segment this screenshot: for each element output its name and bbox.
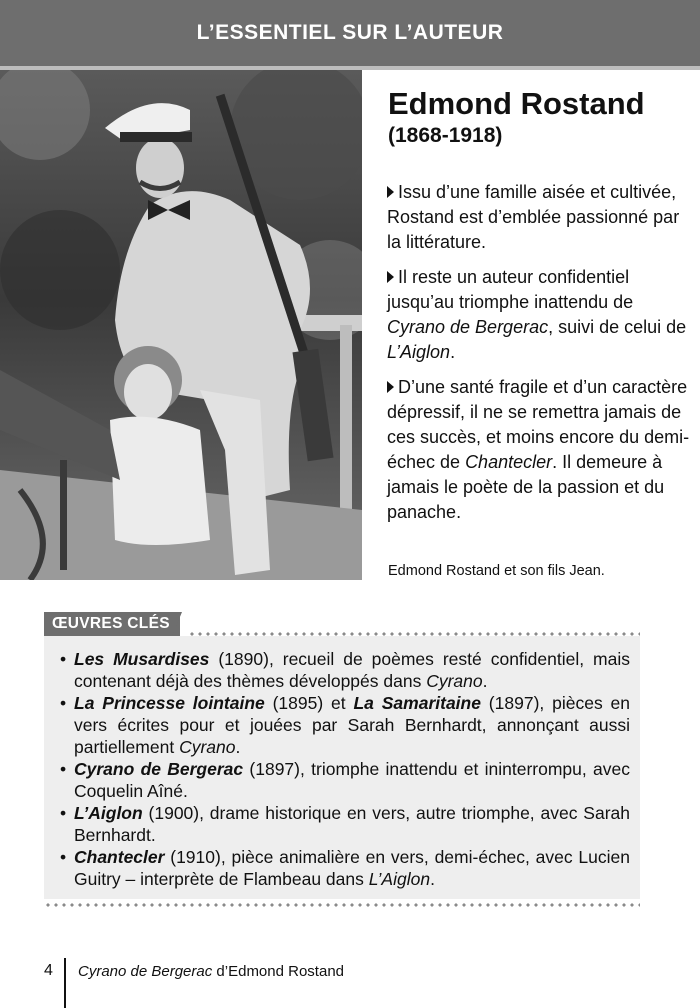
dotted-divider-bottom <box>44 903 640 907</box>
list-item: • La Princesse lointaine (1895) et La Samaritaine (1897), pièces en vers écrites pour et jouées par Sarah Bernhardt, annonçant aussi partiellement Cyrano. <box>60 692 630 758</box>
list-item: • Cyrano de Bergerac (1897), triomphe inattendu et ininterrompu, avec Coquelin Aîné. <box>60 758 630 802</box>
triangle-bullet-icon <box>387 271 394 283</box>
section-header <box>0 0 700 66</box>
section-title: L’ESSENTIEL SUR L’AUTEUR <box>196 21 504 44</box>
bio-paragraph: D’une santé fragile et d’un caractère dépressif, il ne se remettra jamais de ces succès, et moins encore du demi-échec de Chantecler. Il demeure à jamais le poète de la passion et du panache. <box>387 377 690 522</box>
triangle-bullet-icon <box>387 186 394 198</box>
triangle-bullet-icon <box>387 381 394 393</box>
list-item: • Les Musardises (1890), recueil de poèmes resté confidentiel, mais contenant déjà des thèmes développés dans Cyrano. <box>60 648 630 692</box>
running-footer: Cyrano de Bergerac d’Edmond Rostand <box>78 963 344 980</box>
key-works-label: ŒUVRES CLÉS <box>44 612 180 636</box>
author-name: Edmond Rostand <box>388 86 645 121</box>
author-photo <box>0 70 362 580</box>
list-item: • L’Aiglon (1900), drame historique en vers, autre triomphe, avec Sarah Bernhardt. <box>60 802 630 846</box>
footer-divider <box>64 958 66 1008</box>
key-works-list <box>60 648 630 890</box>
photo-caption: Edmond Rostand et son fils Jean. <box>388 563 605 579</box>
author-dates: (1868-1918) <box>388 124 503 147</box>
bio-paragraph: Issu d’une famille aisée et cultivée, Rostand est d’emblée passionné par la littérature. <box>387 182 680 252</box>
tab-notch <box>172 612 182 636</box>
page-number: 4 <box>44 962 53 979</box>
author-biography <box>387 180 692 535</box>
bio-paragraph: Il reste un auteur confidentiel jusqu’au triomphe inattendu de Cyrano de Bergerac, suivi de celui de L’Aiglon. <box>387 267 687 362</box>
list-item: • Chantecler (1910), pièce animalière en vers, demi-échec, avec Lucien Guitry – interprète de Flambeau dans L’Aiglon. <box>60 846 630 890</box>
